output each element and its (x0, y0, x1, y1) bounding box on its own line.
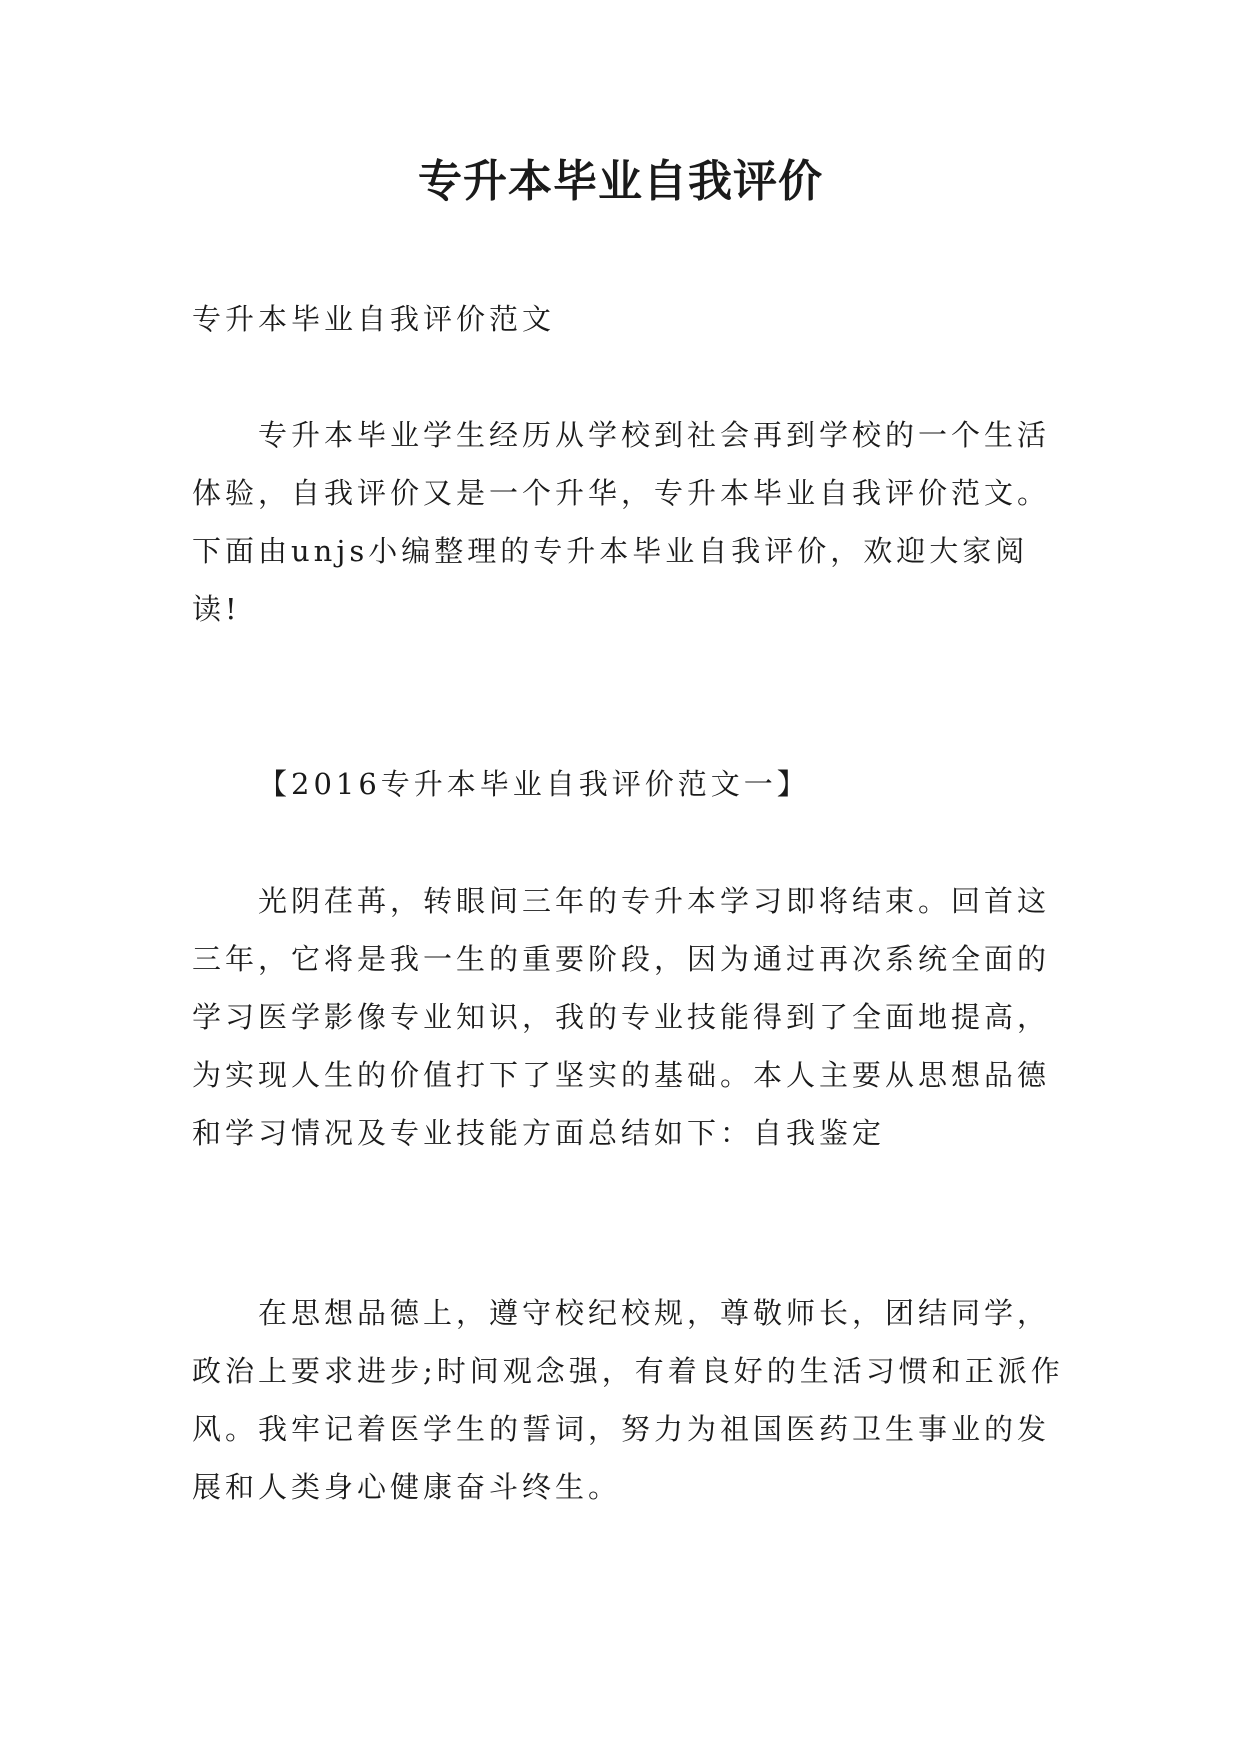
intro-paragraph: 专升本毕业学生经历从学校到社会再到学校的一个生活体验，自我评价又是一个升华，专升本毕业自我评价范文。下面由unjs小编整理的专升本毕业自我评价，欢迎大家阅读! (192, 418, 1051, 626)
paragraph: 在思想品德上，遵守校纪校规，尊敬师长，团结同学，政治上要求进步;时间观念强，有着良好的生活习惯和正派作风。我牢记着医学生的誓词，努力为祖国医药卫生事业的发展和人类身心健康奋斗终生。 (192, 1296, 1064, 1504)
document-title: 专升本毕业自我评价 (418, 156, 823, 207)
section-heading: 【2016专升本毕业自我评价范文一】 (258, 767, 810, 801)
document-subtitle: 专升本毕业自我评价范文 (192, 302, 556, 336)
paragraph: 光阴荏苒，转眼间三年的专升本学习即将结束。回首这三年，它将是我一生的重要阶段，因为通过再次系统全面的学习医学影像专业知识，我的专业技能得到了全面地提高，为实现人生的价值打下了坚实的基础。本人主要从思想品德和学习情况及专业技能方面总结如下：自我鉴定 (192, 884, 1051, 1150)
